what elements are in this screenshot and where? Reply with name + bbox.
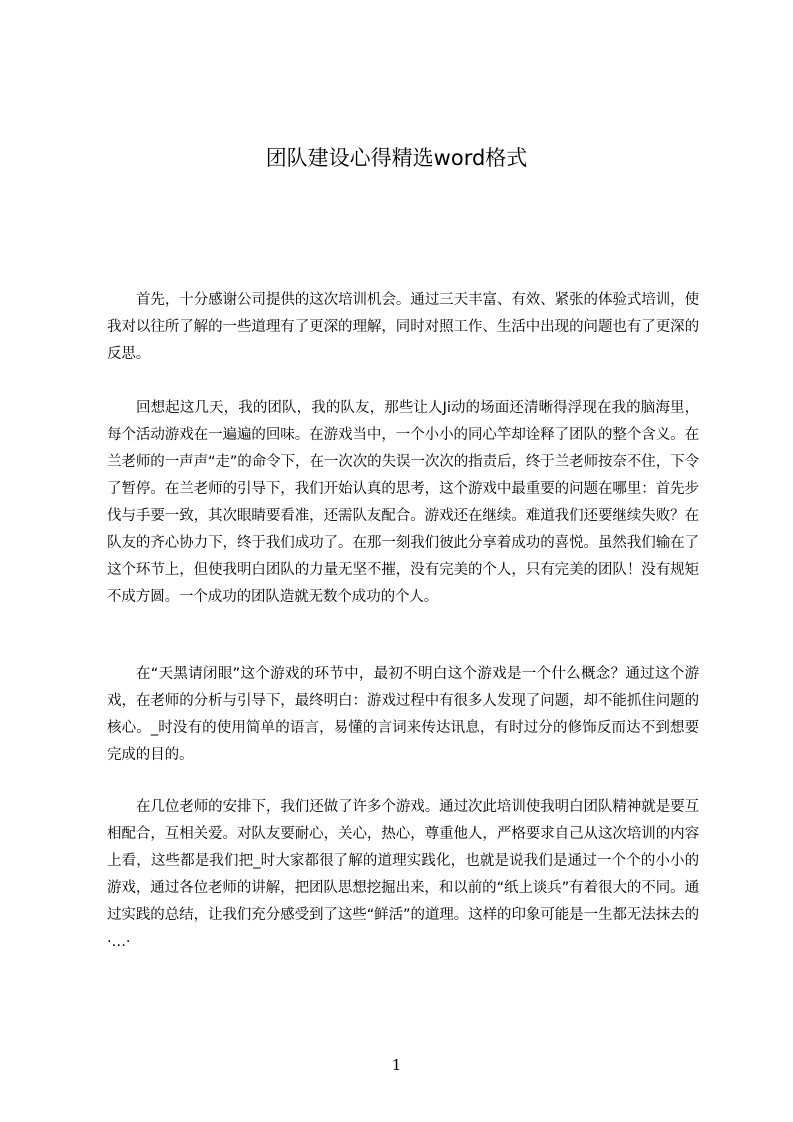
body-paragraph-4: 在几位老师的安排下，我们还做了许多个游戏。通过次此培训使我明白团队精神就是要互相配合，互相关爱。对队友要耐心，关心，热心，尊重他人，严格要求自己从这次培训的内容上看，这些都是我们把_时大家都很了解的道理实践化，也就是说我们是通过一个个的小小的游戏，通过各位老师的讲解，把团队思想挖掘出来，和以前的“纸上谈兵”有着很大的不同。通过实践的总结，让我们充分感受到了这些“鲜活”的道理。这样的印象可能是一生都无法抹去的·…· xyxy=(107,799,699,950)
body-paragraph-2: 回想起这几天，我的团队，我的队友，那些让人Ji动的场面还清晰得浮现在我的脑海里，每个活动游戏在一遍遍的回味。在游戏当中，一个小小的同心竿却诠释了团队的整个含义。在兰老师的一声声“走”的命令下，在一次次的失误一次次的指责后，终于兰老师按奈不住，下令了暂停。在兰老师的引导下，我们开始认真的思考，这个游戏中最重要的问题在哪里：首先步伐与手要一致，其次眼睛要看准，还需队友配合。游戏还在继续。难道我们还要继续失败？在队友的齐心协力下，终于我们成功了。在那一刻我们彼此分享着成功的喜悦。虽然我们输在了这个环节上，但使我明白团队的力量无坚不摧，没有完美的个人，只有完美的团队！没有规矩不成方圆。一个成功的团队造就无数个成功的个人。 xyxy=(107,400,699,605)
body-paragraph-3: 在“天黑请闭眼”这个游戏的环节中，最初不明白这个游戏是一个什么概念？通过这个游戏，在老师的分析与引导下，最终明白：游戏过程中有很多人发现了问题，却不能抓住问题的核心。_时没有的使用简单的语言，易懂的言词来传达讯息，有时过分的修饰反而达不到想要完成的目的。 xyxy=(107,666,699,763)
body-paragraph-1: 首先，十分感谢公司提供的这次培训机会。通过三天丰富、有效、紧张的体验式培训，使我对以往所了解的一些道理有了更深的理解，同时对照工作、生活中出现的问题也有了更深的反思。 xyxy=(107,292,699,362)
document-title: 团队建设心得精选word格式 xyxy=(265,146,528,170)
page-number: 1 xyxy=(391,1056,402,1074)
